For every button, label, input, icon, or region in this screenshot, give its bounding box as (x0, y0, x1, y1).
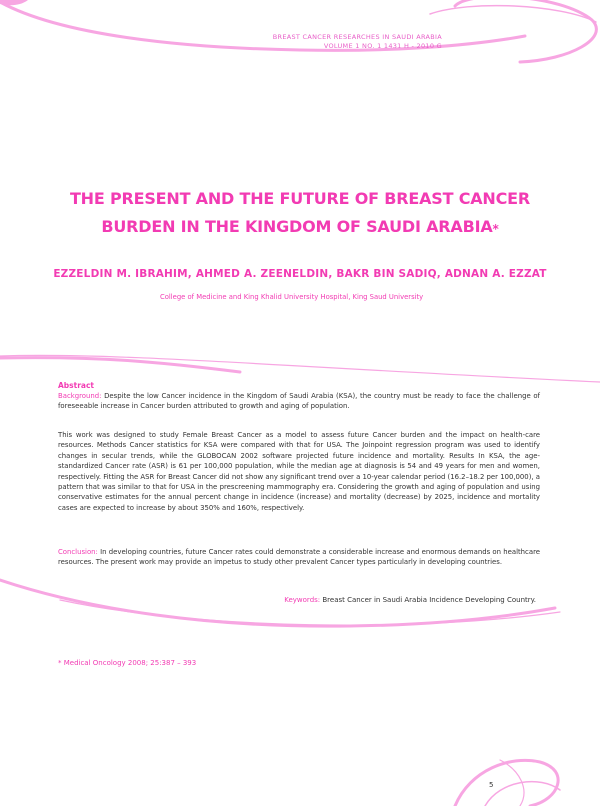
abstract-conclusion (58, 547, 540, 568)
bottom-right-loop-3 (500, 760, 524, 806)
keywords (284, 596, 536, 604)
citation-footnote: * Medical Oncology 2008; 25:387 – 393 (58, 659, 197, 667)
author-list: EZZELDIN M. IBRAHIM, AHMED A. ZEENELDIN, BAKR BIN SADIQ, ADNAN A. EZZAT (53, 268, 547, 280)
title-footnote-marker: * (492, 222, 499, 236)
bottom-right-loop (455, 760, 558, 806)
background-label: Background: (58, 392, 102, 400)
abstract-swoosh (0, 355, 600, 382)
affiliation: College of Medicine and King Khalid University Hospital, King Saud University (160, 293, 424, 301)
top-right-swoosh (455, 0, 596, 62)
keywords-label: Keywords: (284, 596, 321, 604)
abstract-swoosh-thick (0, 358, 240, 372)
journal-name: BREAST CANCER RESEARCHES IN SAUDI ARABIA (272, 33, 442, 41)
article-title (60, 185, 540, 241)
top-right-swoosh-inner (430, 6, 596, 22)
conclusion-text: In developing countries, future Cancer rates could demonstrate a considerable increase and enormous demands on healthcare resources. The present work may provide an impetus to study other prevalent Cancer types particularly in developing countries. (58, 548, 540, 567)
bottom-right-loop-2 (485, 782, 560, 806)
top-left-corner-mark (0, 0, 28, 5)
abstract-background (58, 391, 540, 412)
running-head (273, 33, 442, 51)
conclusion-label: Conclusion: (58, 548, 98, 556)
abstract-heading: Abstract (58, 381, 95, 390)
keywords-text: Breast Cancer in Saudi Arabia Incidence Developing Country. (322, 596, 536, 604)
abstract-body: This work was designed to study Female Breast Cancer as a model to assess future Cancer burden and the impact on health-care resources. Methods Cancer statistics for KSA were compared with that for USA. The Joinpoint regression program was used to identify changes in secular trends, while the GLOBOCAN 2002 software projected future incidence and mortality. Results In KSA, the age-standardized Cancer rate (ASR) is 61 per 100,000 population, while the median age at diagnosis is 54 and 49 years for men and women, respectively. Fitting the ASR for Breast Cancer did not show any significant trend over a 10-year calendar period (16.2–18.2 per 100,000), a pattern that was similar to that for USA in the prescreening mammography era. Considering the growth and aging of population and using conservative estimates for the annual percent change in incidence (increase) and mortality (decrease) by 2025, incidence and mortality cases are expected to increase by about 350% and 160%, respectively. (58, 431, 540, 512)
page-number: 5 (489, 781, 494, 789)
top-left-swoosh (0, 2, 525, 50)
title-line-1: THE PRESENT AND THE FUTURE OF BREAST CANCER (69, 189, 531, 208)
background-text: Despite the low Cancer incidence in the Kingdom of Saudi Arabia (KSA), the country must be ready to face the challenge of foreseeable increase in Cancer burden attributed to growth and aging of population. (58, 392, 540, 411)
journal-volume: VOLUME 1 NO. 1 1431 H - 2010 G (323, 42, 442, 50)
title-line-2: BURDEN IN THE KINGDOM OF SAUDI ARABIA (101, 217, 493, 236)
